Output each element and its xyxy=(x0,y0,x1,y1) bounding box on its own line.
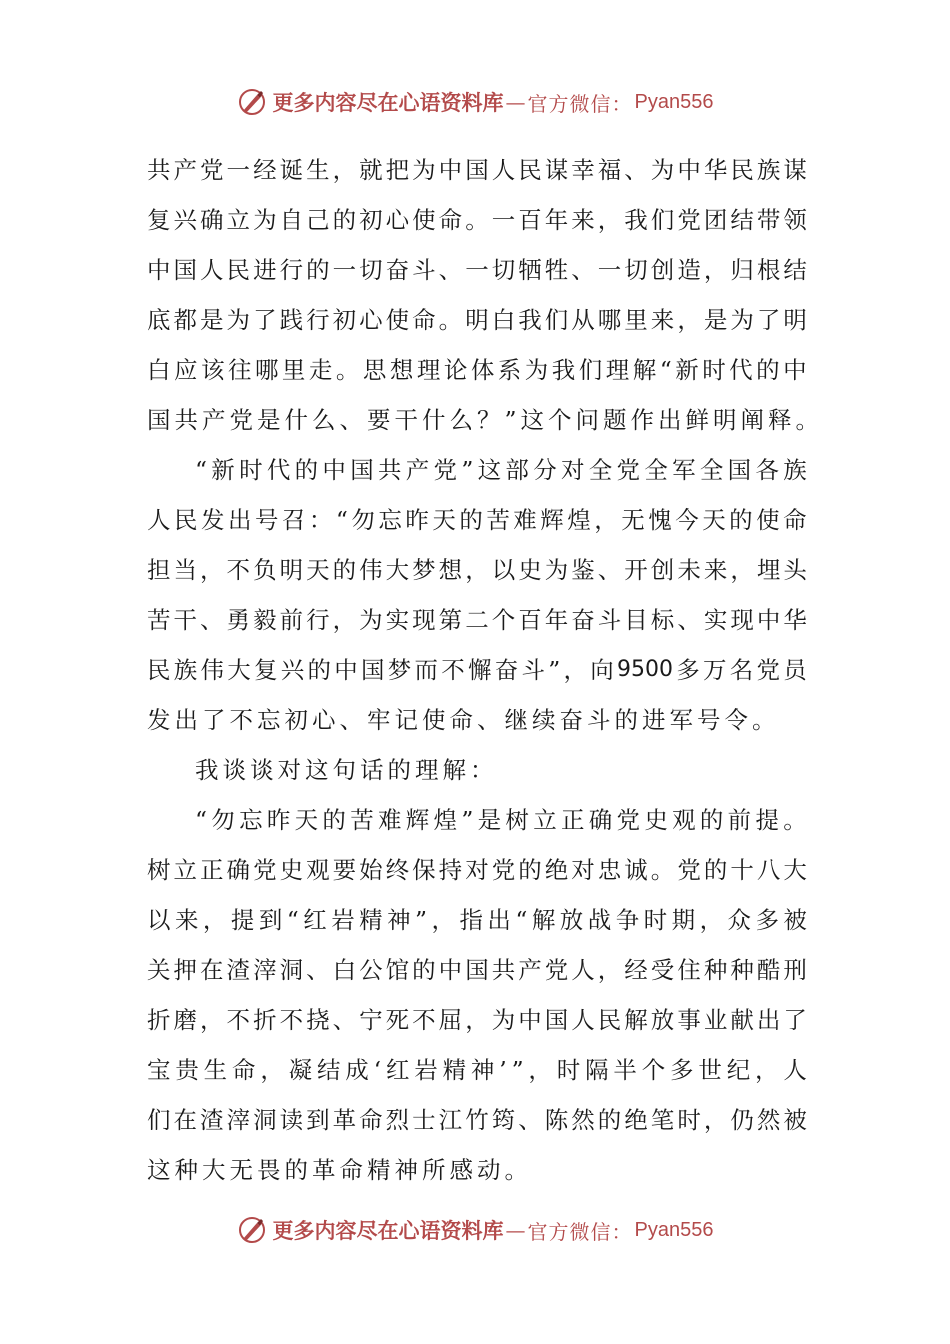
text-line: 我谈谈对这句话的理解： xyxy=(195,756,498,784)
pen-nib-icon xyxy=(237,87,267,117)
text-line: 发出了不忘初心、牢记使命、继续奋斗的进军号令。 xyxy=(147,706,780,734)
watermark-separator: — xyxy=(505,1218,526,1242)
text-line: 们 在 渣 滓 洞 读 到 革 命 烈 士 江 竹 筠 、 陈 然 的 绝 笔 时 ， 仍 然 被 xyxy=(147,1106,807,1134)
text-line: 折 磨 ， 不 折 不 挠 、 宁 死 不 屈 ， 为 中 国 人 民 解 放 事 业 献 出 了 xyxy=(147,1006,807,1034)
text-line: 复 兴 确 立 为 自 己 的 初 心 使 命 。 一 百 年 来 ， 我 们 党 团 结 带 领 xyxy=(147,206,807,234)
text-line: “ 勿 忘 昨 天 的 苦 难 辉 煌 ” 是 树 立 正 确 党 史 观 的 前 提 。 xyxy=(195,806,807,834)
header-watermark xyxy=(0,82,950,122)
text-line: 人 民 发 出 号 召 ： “ 勿 忘 昨 天 的 苦 难 辉 煌 ， 无 愧 今 天 的 使 命 xyxy=(147,506,807,534)
text-line: 底 都 是 为 了 践 行 初 心 使 命 。 明 白 我 们 从 哪 里 来 ， 是 为 了 明 xyxy=(147,306,807,334)
text-line: 宝 贵 生 命 ， 凝 结 成 ‘ 红 岩 精 神 ’ ” ， 时 隔 半 个 多 世 纪 ， 人 xyxy=(147,1056,807,1084)
text-line: “ 新 时 代 的 中 国 共 产 党 ” 这 部 分 对 全 党 全 军 全 国 各 族 xyxy=(195,456,807,484)
document-body xyxy=(147,145,824,1195)
watermark-contact-id: Pyan556 xyxy=(634,90,714,113)
watermark-brand: 更多内容尽在心语资料库 xyxy=(272,1218,504,1243)
watermark-contact-label: 官方微信： xyxy=(527,1219,633,1244)
text-line: 国共产党是什么、要干什么？”这个问题作出鲜明阐释。 xyxy=(147,406,824,434)
text-line: 树 立 正 确 党 史 观 要 始 终 保 持 对 党 的 绝 对 忠 诚 。 党 的 十 八 大 xyxy=(147,856,807,884)
pen-nib-icon xyxy=(237,1215,267,1245)
text-line: 担 当 ， 不 负 明 天 的 伟 大 梦 想 ， 以 史 为 鉴 、 开 创 未 来 ， 埋 头 xyxy=(147,556,807,584)
text-line: 苦 干 、 勇 毅 前 行 ， 为 实 现 第 二 个 百 年 奋 斗 目 标 、 实 现 中 华 xyxy=(147,606,807,634)
text-line: 这种大无畏的革命精神所感动。 xyxy=(147,1156,532,1184)
text-line: 共 产 党 一 经 诞 生 ， 就 把 为 中 国 人 民 谋 幸 福 、 为 中 华 民 族 谋 xyxy=(147,156,807,184)
text-line: 关 押 在 渣 滓 洞 、 白 公 馆 的 中 国 共 产 党 人 ， 经 受 住 种 种 酷 刑 xyxy=(147,956,807,984)
text-line: 以 来 ， 提 到 “ 红 岩 精 神 ” ， 指 出 “ 解 放 战 争 时 期 ， 众 多 被 xyxy=(147,906,807,934)
watermark-separator: — xyxy=(505,90,526,114)
watermark-contact-id: Pyan556 xyxy=(634,1218,714,1241)
text-line: 民 族 伟 大 复 兴 的 中 国 梦 而 不 懈 奋 斗 ” ， 向 9500 多 万 名 党 员 xyxy=(147,656,807,684)
watermark-brand: 更多内容尽在心语资料库 xyxy=(272,90,504,115)
footer-watermark xyxy=(0,1210,950,1250)
text-line: 中 国 人 民 进 行 的 一 切 奋 斗 、 一 切 牺 牲 、 一 切 创 造 ， 归 根 结 xyxy=(147,256,807,284)
text-line: 白 应 该 往 哪 里 走 。 思 想 理 论 体 系 为 我 们 理 解 “ 新 时 代 的 中 xyxy=(147,356,807,384)
watermark-contact-label: 官方微信： xyxy=(527,91,633,116)
